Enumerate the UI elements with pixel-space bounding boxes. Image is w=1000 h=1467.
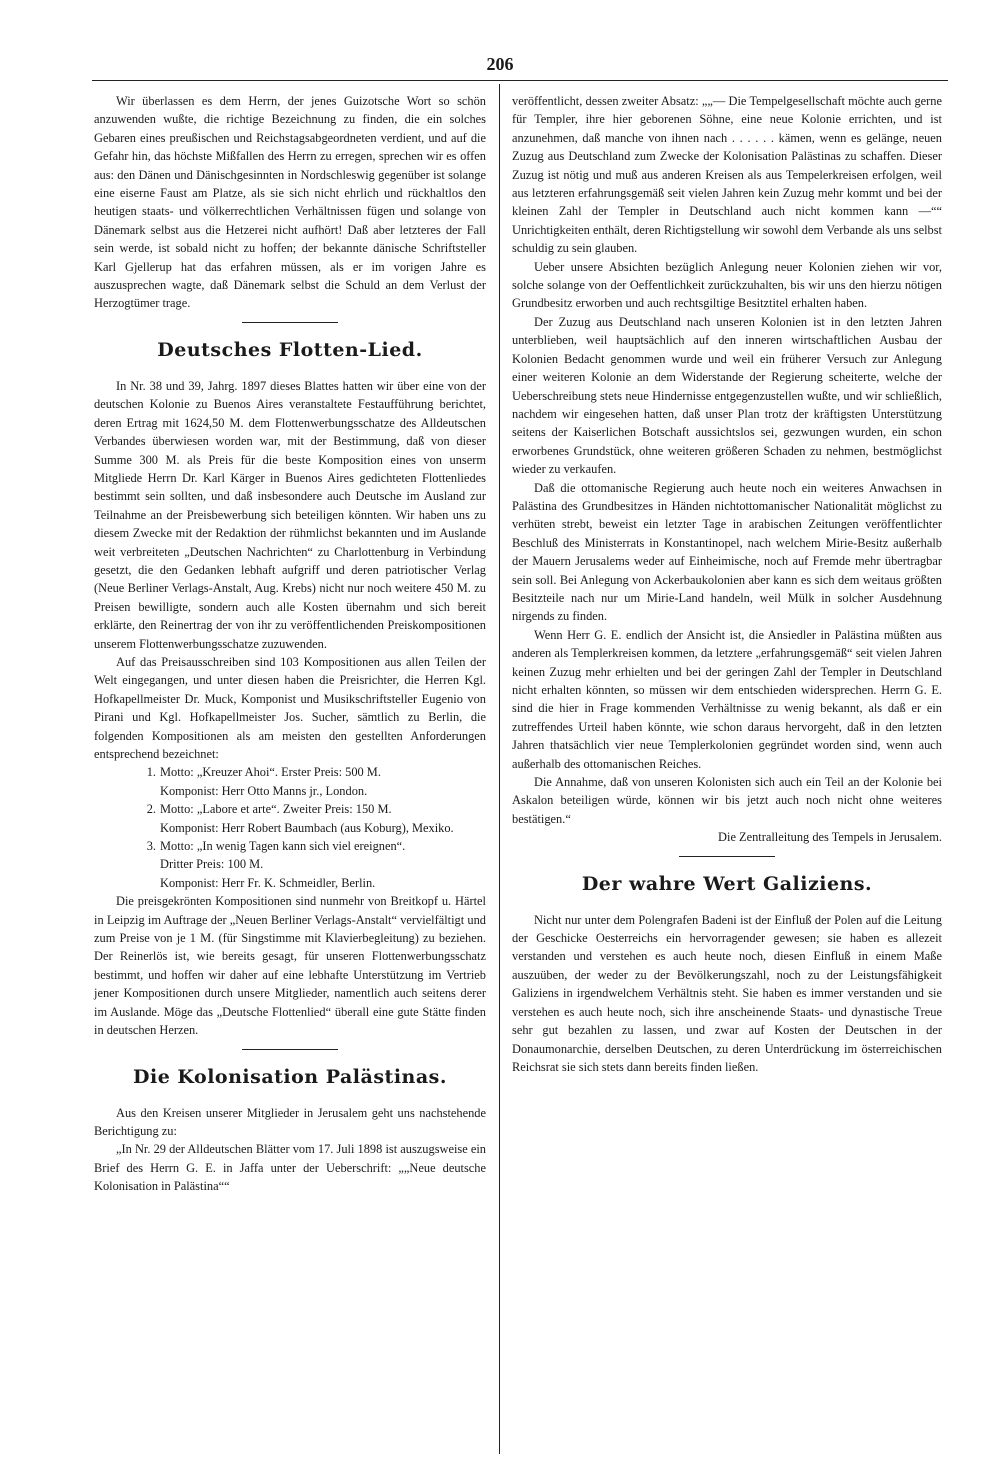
column-divider	[499, 84, 500, 1454]
left-column	[94, 92, 486, 1196]
paragraph: „In Nr. 29 der Alldeutschen Blätter vom 17. Juli 1898 ist auszugsweise ein Brief des Herrn G. E. in Jaffa unter der Ueberschrift: „„Neue deutsche Kolonisation in Palästina““	[94, 1142, 486, 1194]
paragraph: Auf das Preisausschreiben sind 103 Kompositionen aus allen Teilen der Welt eingegangen, und unter diesen haben die Preisrichter, die Herren Kgl. Hofkapellmeister Dr. Muck, Komponist und Musikschriftsteller Eugenio von Pirani und Kgl. Hofkapellmeister Jos. Sucher, sämtlich zu Berlin, die folgenden Kompositionen als am meisten den gestellten Anforderungen entsprechend bezeichnet:	[94, 654, 486, 761]
page-number: 206	[486, 54, 514, 74]
right-column	[512, 92, 942, 1076]
list-number: 3.	[146, 839, 156, 854]
signature: Die Zentralleitung des Tempels in Jerusalem.	[718, 830, 942, 845]
paragraph: veröffentlicht, dessen zweiter Absatz: „„— Die Tempelgesellschaft möchte auch gerne für Templer, ihre hier geborenen Söhne, eine neue Kolonie errichten, und ist anzunehmen, daß manche von ihnen nach . . . . . . kämen, wenn es gelänge, neuen Zuzug aus Deutschland zum Zwecke der Kolonisation Palästinas zu schaffen. Dieser Zuzug ist nötig und muß aus anderen Kreisen als aus Tempelerkreisen erfolgen, weil aus letzteren erfahrungsgemäß seit vielen Jahren kein Zuzug mehr kommt und bei der kleinen Zahl der Templer in Deutschland auch nicht kommen kann —““ Unrichtigkeiten enthält, deren Richtigstellung wir sowohl dem Verbande als uns selbst schuldig zu sein glauben.	[512, 94, 942, 256]
top-rule	[92, 80, 948, 81]
list-line: Dritter Preis: 100 M.	[160, 857, 264, 872]
section-divider	[679, 856, 775, 857]
section-divider	[242, 1049, 338, 1050]
list-line: Komponist: Herr Otto Manns jr., London.	[160, 783, 368, 798]
list-line: Motto: „Labore et arte“. Zweiter Preis: 150 M.	[160, 802, 392, 817]
section-heading-galizien: Der wahre Wert Galiziens.	[581, 872, 873, 895]
list-number: 2.	[146, 802, 156, 817]
list-line: Motto: „In wenig Tagen kann sich viel ereignen“.	[160, 839, 406, 854]
list-number: 1.	[146, 765, 156, 780]
paragraph: Der Zuzug aus Deutschland nach unseren Kolonien ist in den letzten Jahren unterblieben, weil hauptsächlich auf den inneren wirtschaftlichen Ausbau der Kolonien Bedacht genommen wurde und weil ein früherer Versuch zur Anlegung einer weiteren Kolonie an dem Widerstande der Regierung scheiterte, welche der Ueberschreibung stets neue Hindernisse entgegenzustellen wußte, und wir schließlich, nachdem wir eingesehen hatten, daß unser Plan trotz der kräftigsten Unterstützung seitens der Kaiserlichen Botschaft aussichtslos sei, gezwungen wurden, ein schon erworbenes Grundstück, ohne weiteren größeren Schaden zu nehmen, bestmöglichst wieder zu verkaufen.	[512, 314, 942, 477]
section-divider	[242, 322, 338, 323]
paragraph: Ueber unsere Absichten bezüglich Anlegung neuer Kolonien ziehen wir vor, solche solange von der Oeffentlichkeit zurückzuhalten, bis wir uns den hierzu nötigen Grundbesitz erworben und auch rechtsgiltige Besitztitel erhalten haben.	[512, 259, 942, 311]
list-item	[94, 837, 486, 892]
paragraph: Nicht nur unter dem Polengrafen Badeni ist der Einfluß der Polen auf die Leitung der Geschicke Oesterreichs ein hervorragender gewesen; sie haben es allezeit verstanden und verstehen es auch heute noch, diesen Einfluß in einem Maße auszuüben, der weder zu der Bevölkerungszahl, noch zu der Leistungsfähigkeit Galiziens in irgendwelchem Verhältnis steht. Sie haben es immer verstanden und sie verstehen es auch heute noch, sich ihre anscheinende Staats- und dynastische Treue sehr gut bezahlen zu lassen, und zwar auf Kosten der Deutschen in der Donaumonarchie, derselben Deutschen, zu deren Unterdrückung im österreichischen Reichsrat sie sich stets dann bereits finden ließen.	[512, 912, 942, 1074]
list-item	[94, 800, 486, 837]
list-line: Komponist: Herr Fr. K. Schmeidler, Berlin.	[160, 875, 376, 890]
paragraph: In Nr. 38 und 39, Jahrg. 1897 dieses Blattes hatten wir über eine von der deutschen Kolonie zu Buenos Aires veranstaltete Festaufführung berichtet, deren Ertrag mit 1624,50 M. dem Flottenwerbungsschatze des Alldeutschen Verbandes überwiesen worden war, mit der Bestimmung, daß von dieser Summe 300 M. als Preis für die beste Komposition eines von unserm Mitgliede Herrn Dr. Karl Kärger in Buenos Aires gedichteten Flottenliedes bestimmt sein sollten, und daß insbesondere auch Deutsche im Ausland zur Teilnahme an der Preisbewerbung sich beteiligen könnten. Wir haben uns zu diesem Zwecke mit der Redaktion der rühmlichst bekannten und im Auslande weit verbreiteten „Deutschen Nachrichten“ zu Charlottenburg in Verbindung gesetzt, die den Gedanken lebhaft aufgriff und deren patriotischer Verlag (Neue Berliner Verlags-Anstalt, Aug. Krebs) nicht nur noch weitere 450 M. zu Preisen bewilligte, sondern auch alle Kosten übernahm und sich bereit erklärte, den Reinertrag der von ihr zu veröffentlichenden Preiskompositionen unserem Flottenwerbungsschatze zuzuwenden.	[94, 378, 486, 651]
paragraph: Daß die ottomanische Regierung auch heute noch ein weiteres Anwachsen in Palästina des Grundbesitzes in Händen nichtottomanischer Nationalität möglichst zu verhüten strebt, beweist ein letzter Tage in arabischen Zeitungen veröffentlichter Beschluß des Ministerrats in Konstantinopel, nach welchem Mirie-Besitz außerhalb der Mauern Jerusalems weder auf Einheimische, noch auf Fremde mehr übertragbar sein soll. Bei Anlegung von Ackerbaukolonien aber kann es sich dem weitaus größten Besitzteile nach nur um Mirie-Land handeln, weil Mülk in solcher Ausdehnung nirgends zu finden.	[512, 480, 942, 624]
prize-list	[94, 763, 486, 892]
paragraph: Die Annahme, daß von unseren Kolonisten sich auch ein Teil an der Kolonie bei Askalon beteiligen würde, können wir bis jetzt auch noch nicht ohne weiteres bestätigen.“	[512, 775, 942, 826]
paragraph: Wenn Herr G. E. endlich der Ansicht ist, die Ansiedler in Palästina müßten aus anderen als Templerkreisen kommen, da letztere „erfahrungsgemäß“ seit vielen Jahren keinen Zuzug mehr erhielten und bei der geringen Zahl der Templer in Deutschland nicht erhalten könnten, so müssen wir dem entschieden widersprechen. Herrn G. E. sind die hier in Frage kommenden Verhältnisse zu wenig bekannt, als daß er ein zutreffendes Urteil haben könnte, wie schon daraus hervorgeht, daß in den letzten Jahren thatsächlich vier neue Templerkolonien gegründet worden sind, wenn auch außerhalb des ottomanischen Reiches.	[512, 627, 942, 771]
section-heading-kolonisation: Die Kolonisation Palästinas.	[133, 1065, 447, 1088]
paragraph: Aus den Kreisen unserer Mitglieder in Jerusalem geht uns nachstehende Berichtigung zu:	[94, 1105, 486, 1138]
paragraph: Die preisgekrönten Kompositionen sind nunmehr von Breitkopf u. Härtel in Leipzig im Auftrage der „Neuen Berliner Verlags-Anstalt“ vervielfältigt und zum Preise von je 1 M. (für Singstimme mit Klavierbegleitung) zu beziehen. Der Reinerlös ist, wie bereits gesagt, für unseren Flottenwerbungsschatz bestimmt, und hoffen wir daher auf eine lebhafte Unterstützung im Vertrieb jener Kompositionen durch unsere Mitglieder, namentlich auch seitens derer im Auslande. Möge das „Deutsche Flottenlied“ überall eine gute Stätte finden in deutschen Herzen.	[94, 894, 486, 1038]
list-item	[94, 763, 486, 800]
list-line: Motto: „Kreuzer Ahoi“. Erster Preis: 500 M.	[160, 765, 381, 780]
list-line: Komponist: Herr Robert Baumbach (aus Koburg), Mexiko.	[160, 820, 454, 835]
paragraph: Wir überlassen es dem Herrn, der jenes Guizotsche Wort so schön anzuwenden wußte, die richtige Bezeichnung zu finden, die ein solches Gebaren eines preußischen und Reichstagsabgeordneten verdient, und auf die Gefahr hin, das höchste Mißfallen des Herrn zu erregen, sprechen wir es offen aus: den Dänen und Dänischgesinnten in Nordschleswig gegenüber ist solange eine eiserne Faust am Platze, als sie sich nicht ehrlich und rückhaltlos den heutigen staats- und völkerrechtlichen Verhältnissen fügen und solange von Dänemark selbst aus die Hetzerei nicht aufhört! Daß aber letzteres der Fall sein werde, ist sobald nicht zu hoffen; der bekannte dänische Schriftsteller Karl Gjellerup hat das erfahren müssen, als er im vorigen Jahre es auszusprechen wagte, daß Dänemark selbst die Schuld an dem Verlust der Herzogtümer trage.	[94, 94, 486, 311]
section-heading-flotten-lied: Deutsches Flotten-Lied.	[157, 338, 423, 361]
